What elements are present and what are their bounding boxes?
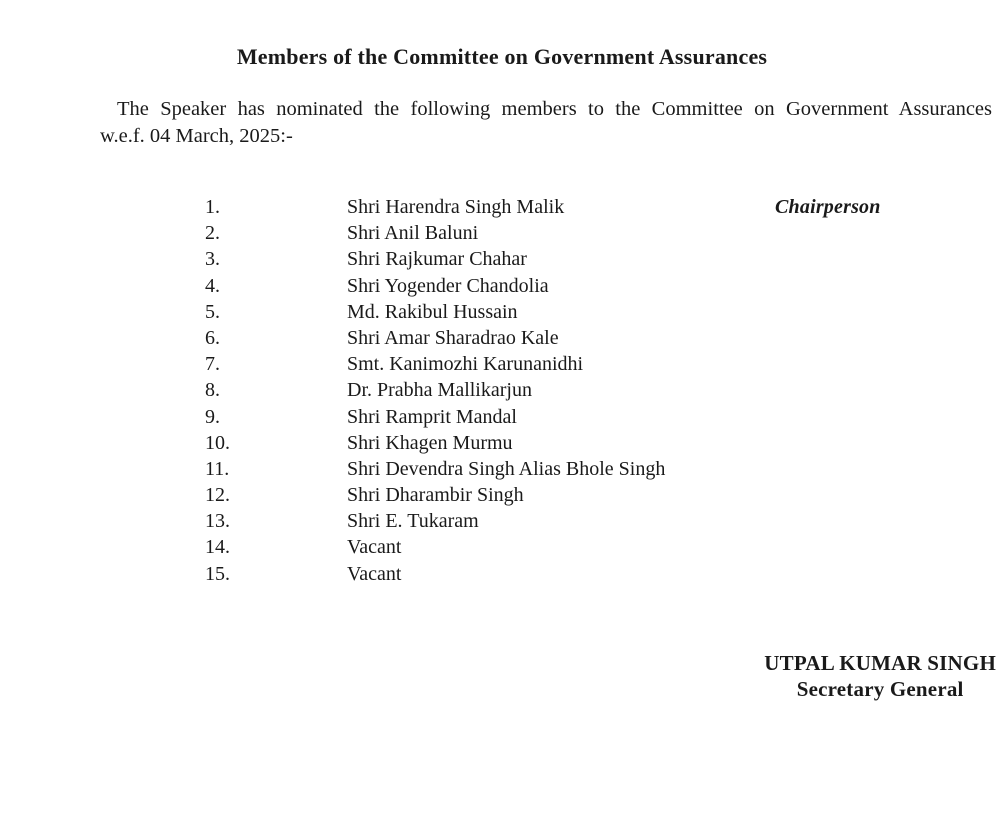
member-number: 9.: [205, 405, 220, 428]
member-name: Shri Devendra Singh Alias Bhole Singh: [347, 457, 666, 480]
member-name: Smt. Kanimozhi Karunanidhi: [347, 353, 584, 376]
signature-block: [764, 650, 996, 702]
member-name: Shri Anil Baluni: [347, 222, 479, 245]
member-number: 2.: [205, 222, 220, 245]
member-name: Shri Ramprit Mandal: [347, 405, 517, 428]
member-number: 12.: [205, 484, 230, 507]
member-name: Vacant: [347, 562, 402, 585]
intro-paragraph: [100, 96, 992, 150]
member-name: Shri Harendra Singh Malik: [347, 196, 565, 218]
member-number: 15.: [205, 562, 230, 585]
member-number: 5.: [205, 300, 220, 323]
list-item: [205, 510, 975, 536]
member-name: Shri E. Tukaram: [347, 510, 479, 533]
intro-line-2: w.e.f. 04 March, 2025:-: [100, 125, 293, 147]
member-number: 7.: [205, 353, 220, 376]
list-item: [205, 248, 975, 274]
signatory-name: UTPAL KUMAR SINGH: [764, 651, 996, 675]
member-name: Shri Yogender Chandolia: [347, 274, 549, 297]
member-name: Shri Amar Sharadrao Kale: [347, 326, 559, 349]
document-title: Members of the Committee on Government Assurances: [236, 44, 768, 69]
list-item: [205, 353, 975, 379]
member-name: Shri Rajkumar Chahar: [347, 248, 527, 271]
member-number: 3.: [205, 248, 220, 271]
member-number: 1.: [205, 196, 220, 218]
list-item: [205, 432, 975, 458]
member-list: [205, 196, 975, 589]
member-name: Vacant: [347, 536, 402, 559]
list-item: [205, 275, 975, 301]
member-name: Dr. Prabha Mallikarjun: [347, 379, 532, 402]
list-item: [205, 458, 975, 484]
member-number: 11.: [205, 457, 230, 480]
list-item: [205, 196, 975, 222]
member-name: Shri Khagen Murmu: [347, 431, 513, 454]
member-role: Chairperson: [775, 196, 881, 218]
member-name: Md. Rakibul Hussain: [347, 300, 518, 323]
member-number: 10.: [205, 431, 230, 454]
list-item: [205, 484, 975, 510]
member-number: 14.: [205, 536, 230, 559]
list-item: [205, 301, 975, 327]
list-item: [205, 536, 975, 562]
member-name: Shri Dharambir Singh: [347, 484, 524, 507]
member-number: 6.: [205, 326, 220, 349]
member-number: 4.: [205, 274, 220, 297]
signatory-title: Secretary General: [796, 677, 964, 701]
list-item: [205, 406, 975, 432]
list-item: [205, 222, 975, 248]
list-item: [205, 327, 975, 353]
list-item: [205, 563, 975, 589]
list-item: [205, 379, 975, 405]
intro-line-1: The Speaker has nominated the following members to the Committee on Government Assurances: [117, 98, 992, 120]
member-number: 13.: [205, 510, 230, 533]
member-number: 8.: [205, 379, 220, 402]
